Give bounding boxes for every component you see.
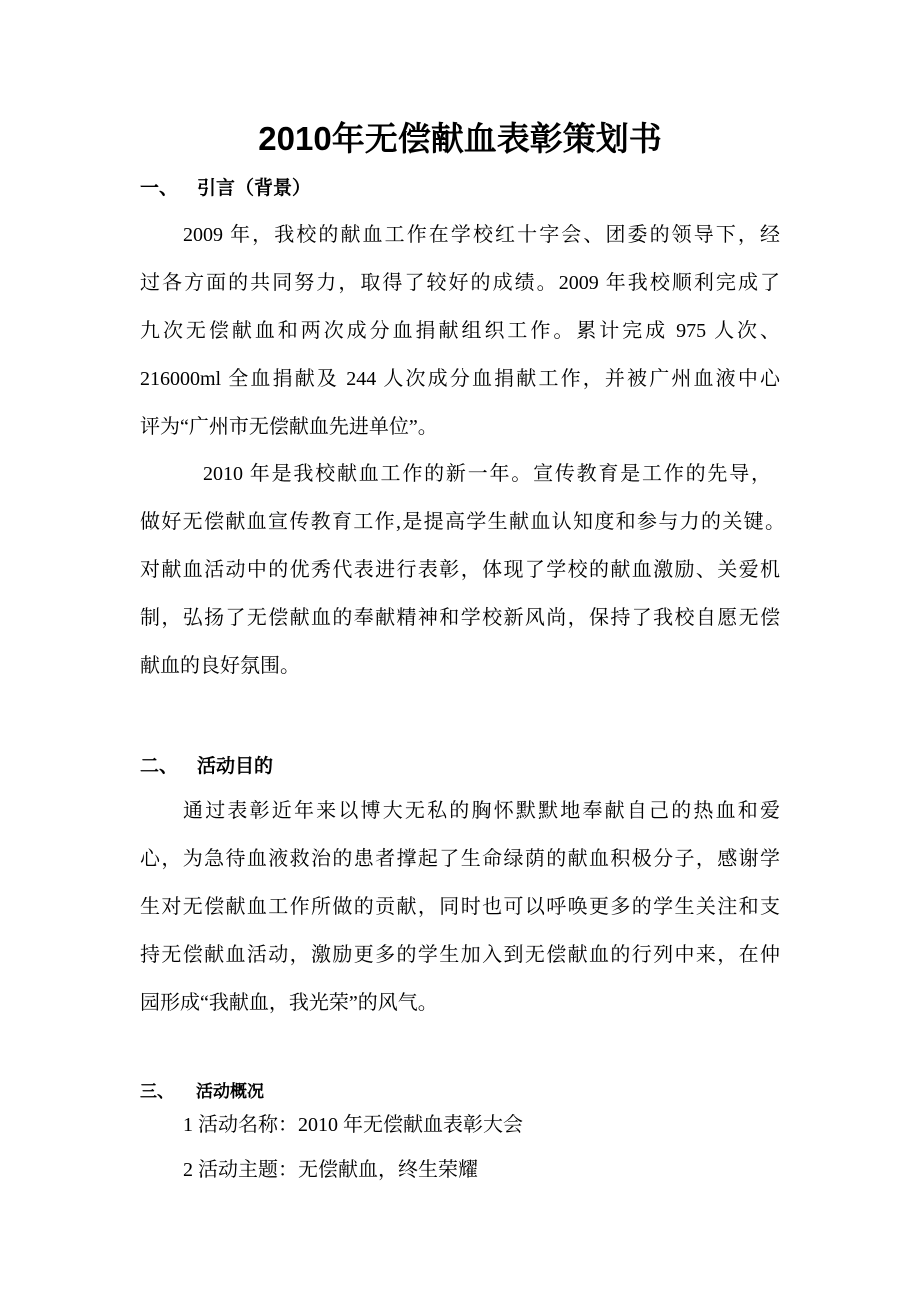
- paragraph-line: 2010 年是我校献血工作的新一年。宣传教育是工作的先导，: [203, 463, 771, 485]
- section-title: 活动概况: [196, 1082, 264, 1101]
- paragraph-line: 持无偿献血活动，激励更多的学生加入到无偿献血的行列中来，在仲: [140, 944, 780, 966]
- paragraph-line: 生对无偿献血工作所做的贡献，同时也可以呼唤更多的学生关注和支: [140, 896, 780, 918]
- overview-item-theme: 2 活动主题：无偿献血，终生荣耀: [183, 1159, 478, 1181]
- paragraph-line: 216000ml 全血捐献及 244 人次成分血捐献工作，并被广州血液中心: [140, 368, 780, 390]
- section-number: 二、: [140, 756, 179, 777]
- section-title: 引言（背景）: [197, 178, 312, 199]
- section-title: 活动目的: [197, 756, 274, 777]
- paragraph-line: 对献血活动中的优秀代表进行表彰，体现了学校的献血激励、关爱机: [140, 559, 780, 581]
- paragraph-line: 制，弘扬了无偿献血的奉献精神和学校新风尚，保持了我校自愿无偿: [140, 607, 780, 629]
- section-number: 一、: [140, 178, 179, 199]
- paragraph-line: 通过表彰近年来以博大无私的胸怀默默地奉献自己的热血和爱: [183, 800, 780, 822]
- paragraph-line: 心，为急待血液救治的患者撑起了生命绿荫的献血积极分子，感谢学: [140, 848, 780, 870]
- paragraph-line: 评为“广州市无偿献血先进单位”。: [140, 416, 438, 438]
- section-number: 三、: [140, 1082, 174, 1101]
- paragraph-line: 做好无偿献血宣传教育工作,是提高学生献血认知度和参与力的关键。: [140, 511, 785, 533]
- section-heading-intro: [140, 173, 311, 200]
- overview-item-name: 1 活动名称：2010 年无偿献血表彰大会: [183, 1114, 523, 1136]
- paragraph-line: 2009 年，我校的献血工作在学校红十字会、团委的领导下，经: [183, 224, 780, 246]
- paragraph-line: 献血的良好氛围。: [140, 655, 300, 677]
- paragraph-line: 过各方面的共同努力，取得了较好的成绩。2009 年我校顺利完成了: [140, 272, 780, 294]
- paragraph-line: 园形成“我献血，我光荣”的风气。: [140, 992, 438, 1014]
- paragraph-line: 九次无偿献血和两次成分血捐献组织工作。累计完成 975 人次、: [140, 320, 780, 342]
- section-heading-purpose: [140, 751, 273, 778]
- section-heading-overview: [140, 1077, 264, 1102]
- document-title: 2010年无偿献血表彰策划书: [258, 120, 662, 157]
